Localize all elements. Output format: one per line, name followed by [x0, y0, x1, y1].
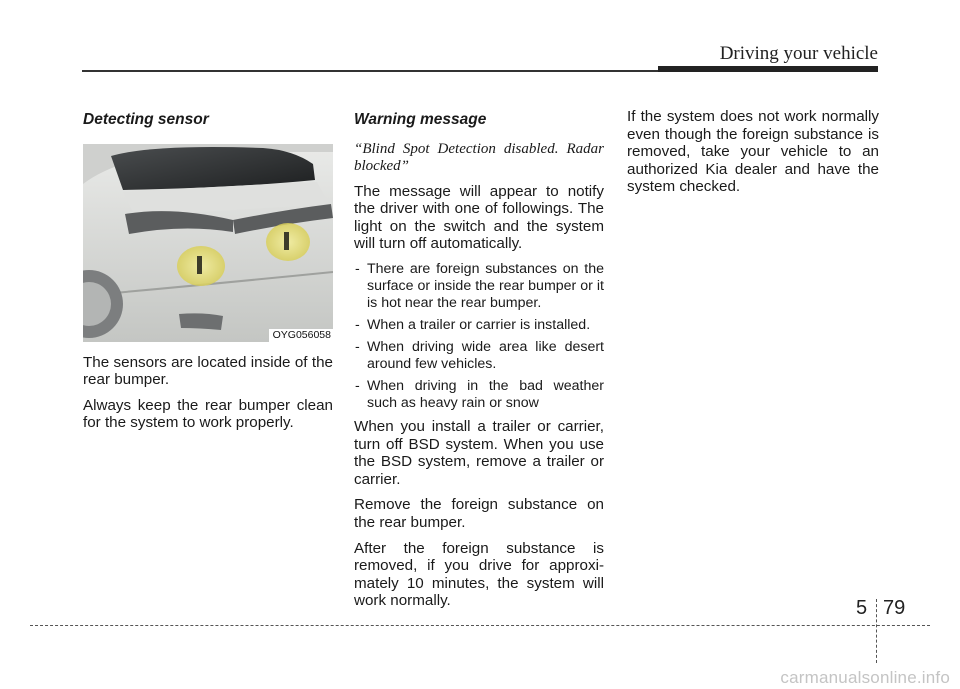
- condition-list: [354, 261, 604, 412]
- list-item: - There are foreign substances on the surface or inside the rear bumper or it is hot near the rear bumper.: [354, 261, 604, 312]
- warning-message-quote: “Blind Spot Detection disabled. Radar blocked”: [354, 140, 604, 174]
- paragraph: After the foreign substance is removed, if you drive for approxi-mately 10 minutes, the system will work normally.: [354, 539, 604, 610]
- list-item: - When driving in the bad weather such as heavy rain or snow: [354, 378, 604, 412]
- header-title: Driving your vehicle: [719, 43, 878, 64]
- section-heading-warning-message: Warning message: [354, 111, 487, 128]
- paragraph: The sensors are located inside of the rear bumper.: [83, 353, 333, 389]
- header-rule: [82, 70, 658, 72]
- footer-rule: [30, 625, 930, 626]
- column-warning-message: [354, 108, 604, 618]
- paragraph: When you install a trailer or carrier, turn off BSD system. When you use the BSD system, remove a trailer or carrier.: [354, 417, 604, 488]
- rear-bumper-sensor-figure: [83, 144, 333, 342]
- paragraph: Always keep the rear bumper clean for the system to work properly.: [83, 396, 333, 432]
- list-item: - When a trailer or carrier is installed.: [354, 317, 604, 334]
- list-item: - When driving wide area like desert around few vehicles.: [354, 339, 604, 373]
- column-detecting-sensor: [83, 108, 333, 440]
- watermark: carmanualsonline.info: [780, 668, 950, 687]
- car-rear-illustration: [83, 144, 333, 342]
- figure-code: OYG056058: [269, 329, 333, 342]
- section-heading-detecting-sensor: Detecting sensor: [83, 111, 209, 128]
- page-number: 79: [883, 597, 906, 619]
- paragraph: The message will appear to notify the driver with one of followings. The light on the switch and the system will turn off automatically.: [354, 182, 604, 253]
- column-continued: [627, 108, 879, 204]
- header-rule-accent: [658, 66, 878, 72]
- paragraph: Remove the foreign substance on the rear bumper.: [354, 496, 604, 531]
- paragraph: If the system does not work normally even though the foreign substance is removed, take your vehicle to an authorized Kia dealer and have the system checked.: [627, 108, 879, 196]
- footer-separator: [876, 599, 877, 663]
- chapter-number: 5: [856, 597, 868, 619]
